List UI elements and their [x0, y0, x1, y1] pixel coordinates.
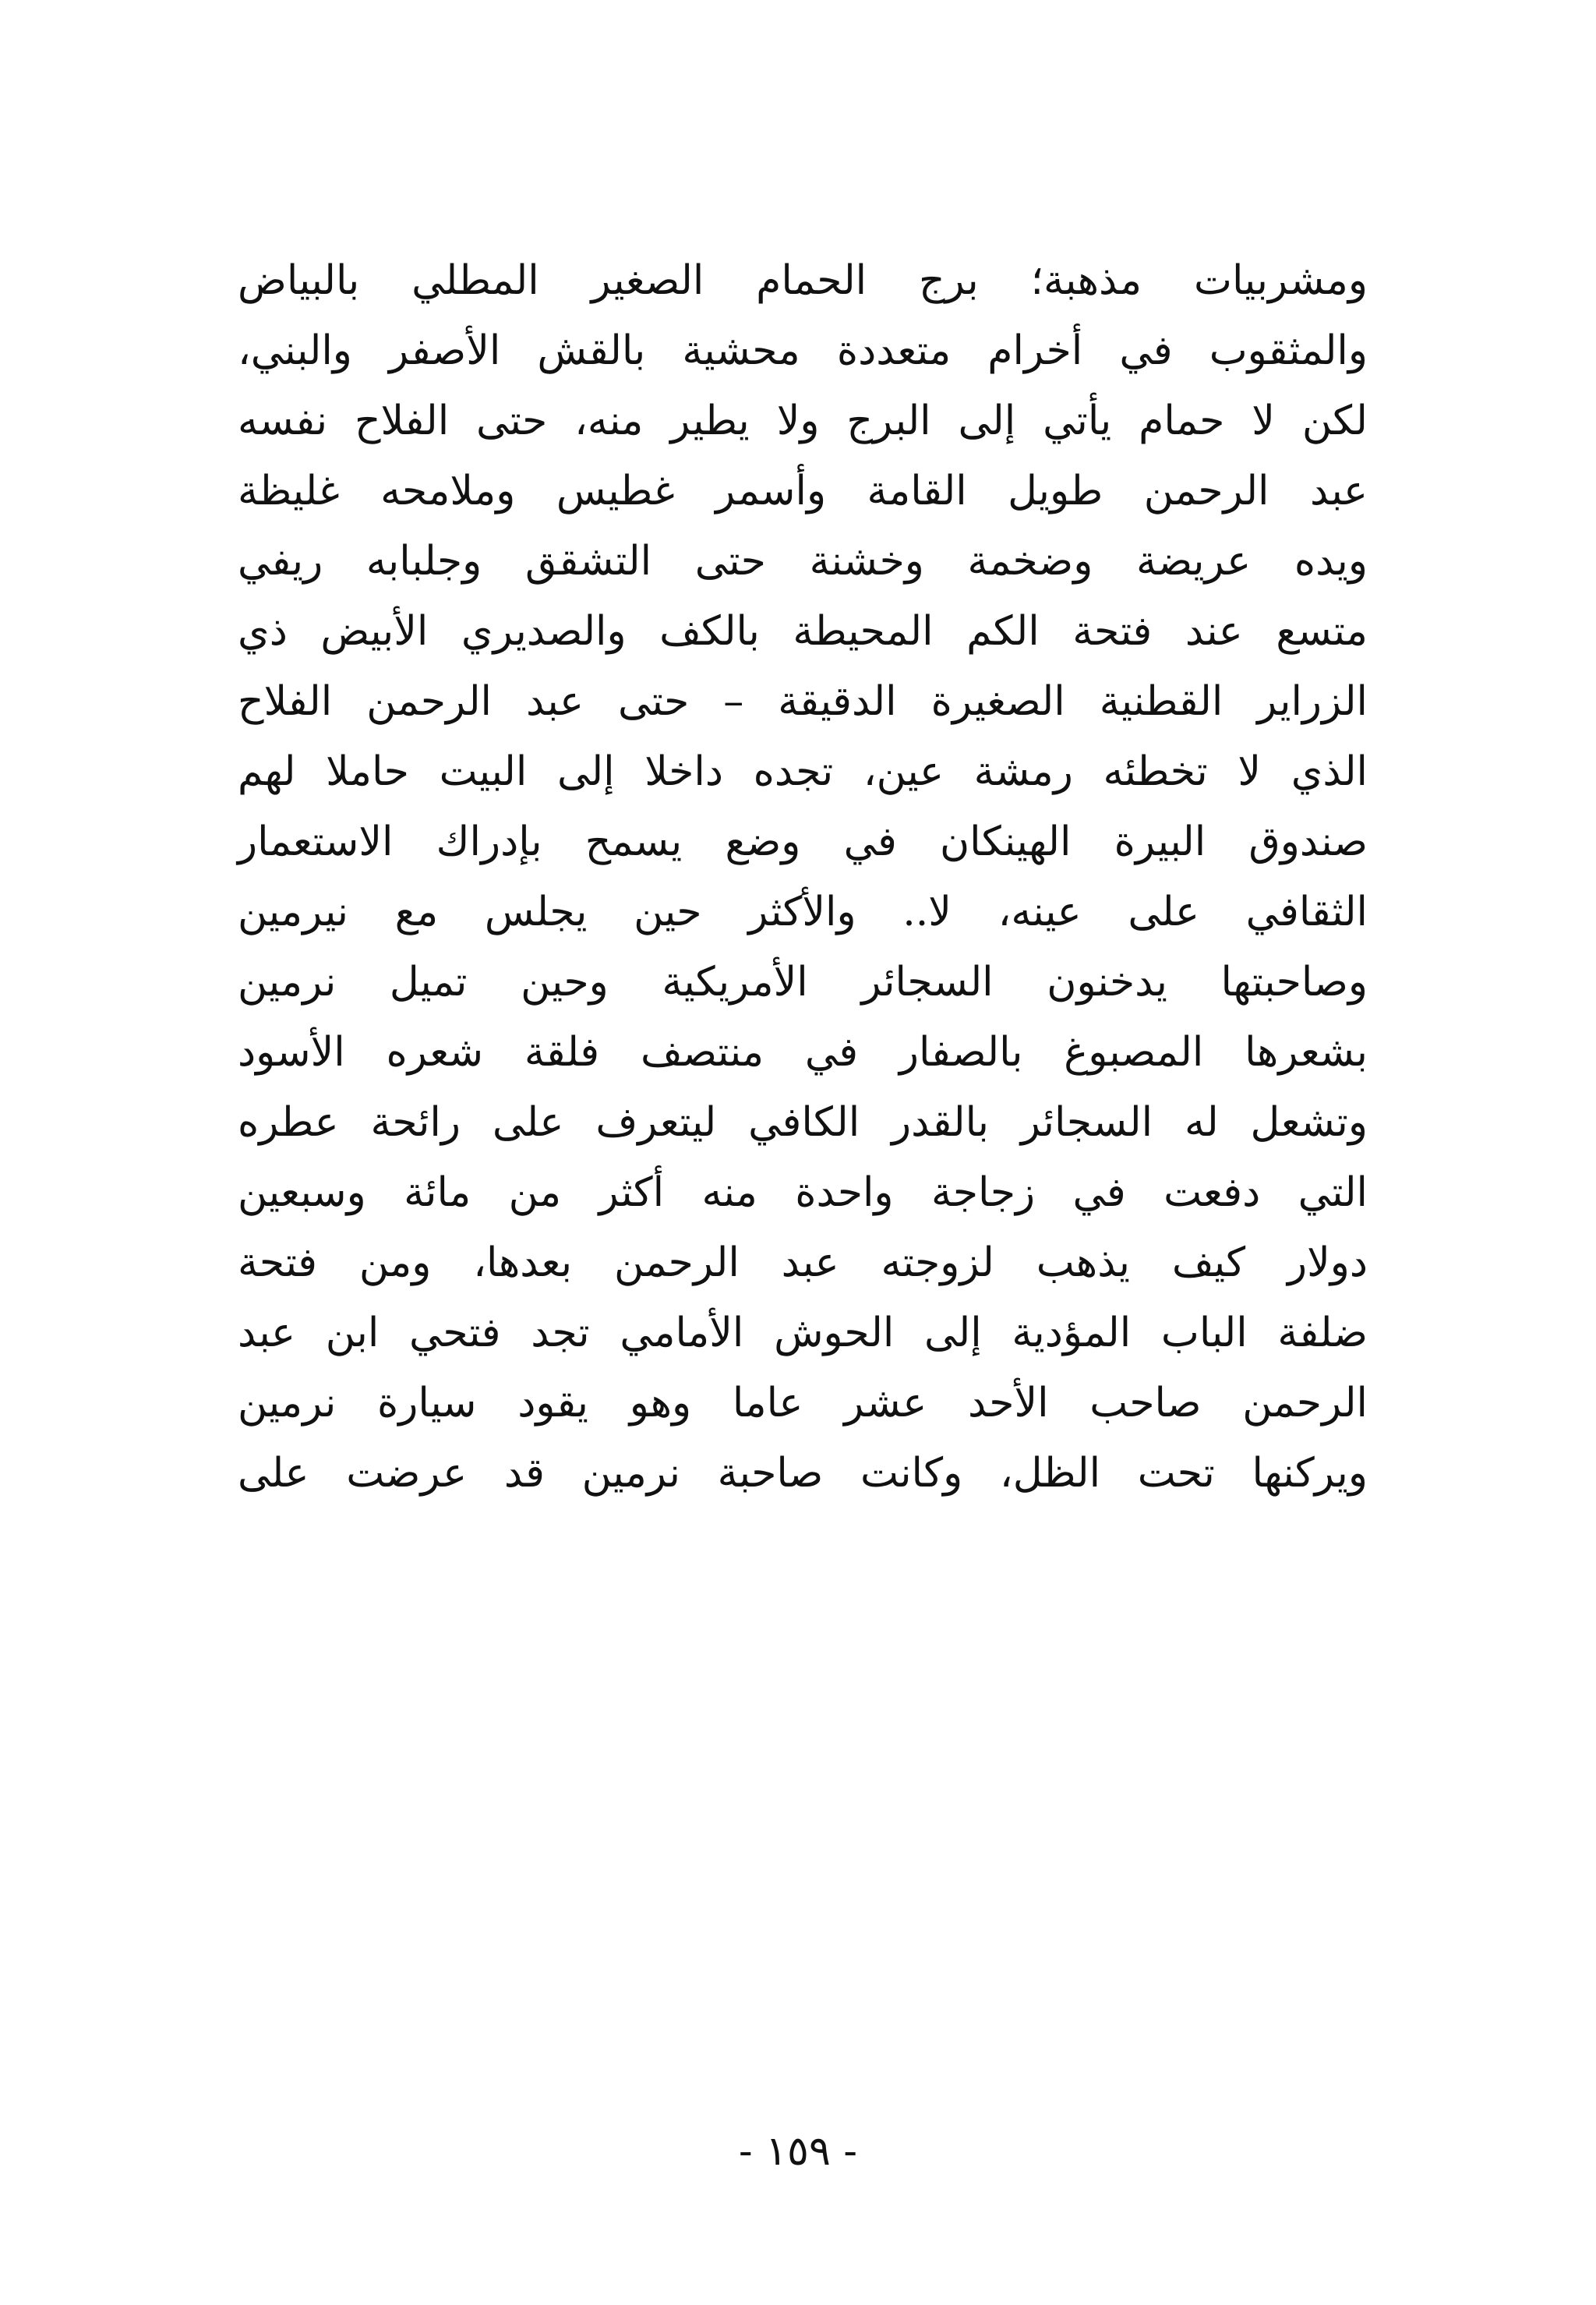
text-line: الزراير القطنية الصغيرة الدقيقة – حتى عبد الرحمن الفلاح [238, 678, 1368, 725]
page-number: - ١٥٩ - [738, 2128, 857, 2175]
text-line: وصاحبتها يدخنون السجائر الأمريكية وحين تميل نرمين [238, 959, 1368, 1006]
body-text [238, 246, 1368, 1508]
text-line: ويده عريضة وضخمة وخشنة حتى التشقق وجلبابه ريفي [238, 538, 1368, 585]
text-line: دولار كيف يذهب لزوجته عبد الرحمن بعدها، ومن فتحة [238, 1239, 1368, 1286]
text-line: ضلفة الباب المؤدية إلى الحوش الأمامي تجد فتحي ابن عبد [238, 1310, 1368, 1356]
text-line: الرحمن صاحب الأحد عشر عاما وهو يقود سيارة نرمين [238, 1380, 1368, 1426]
text-line: والمثقوب في أخرام متعددة محشية بالقش الأصفر والبني، [238, 327, 1368, 374]
text-line: صندوق البيرة الهينكان في وضع يسمح بإدراك الاستعمار [238, 818, 1368, 865]
text-line: الثقافي على عينه، لا.. والأكثر حين يجلس مع نيرمين [238, 889, 1368, 935]
text-line: لكن لا حمام يأتي إلى البرج ولا يطير منه، حتى الفلاح نفسه [238, 398, 1368, 444]
text-line: متسع عند فتحة الكم المحيطة بالكف والصديري الأبيض ذي [238, 608, 1368, 655]
text-line: ومشربيات مذهبة؛ برج الحمام الصغير المطلي بالبياض [238, 257, 1368, 304]
text-line: وتشعل له السجائر بالقدر الكافي ليتعرف على رائحة عطره [238, 1099, 1368, 1146]
text-line: عبد الرحمن طويل القامة وأسمر غطيس وملامحه غليظة [238, 468, 1368, 514]
text-line: ويركنها تحت الظل، وكانت صاحبة نرمين قد عرضت على [238, 1450, 1368, 1497]
text-line: التي دفعت في زجاجة واحدة منه أكثر من مائة وسبعين [238, 1169, 1368, 1216]
text-line: الذي لا تخطئه رمشة عين، تجده داخلا إلى البيت حاملا لهم [238, 748, 1368, 795]
text-line: بشعرها المصبوغ بالصفار في منتصف فلقة شعره الأسود [238, 1029, 1368, 1076]
